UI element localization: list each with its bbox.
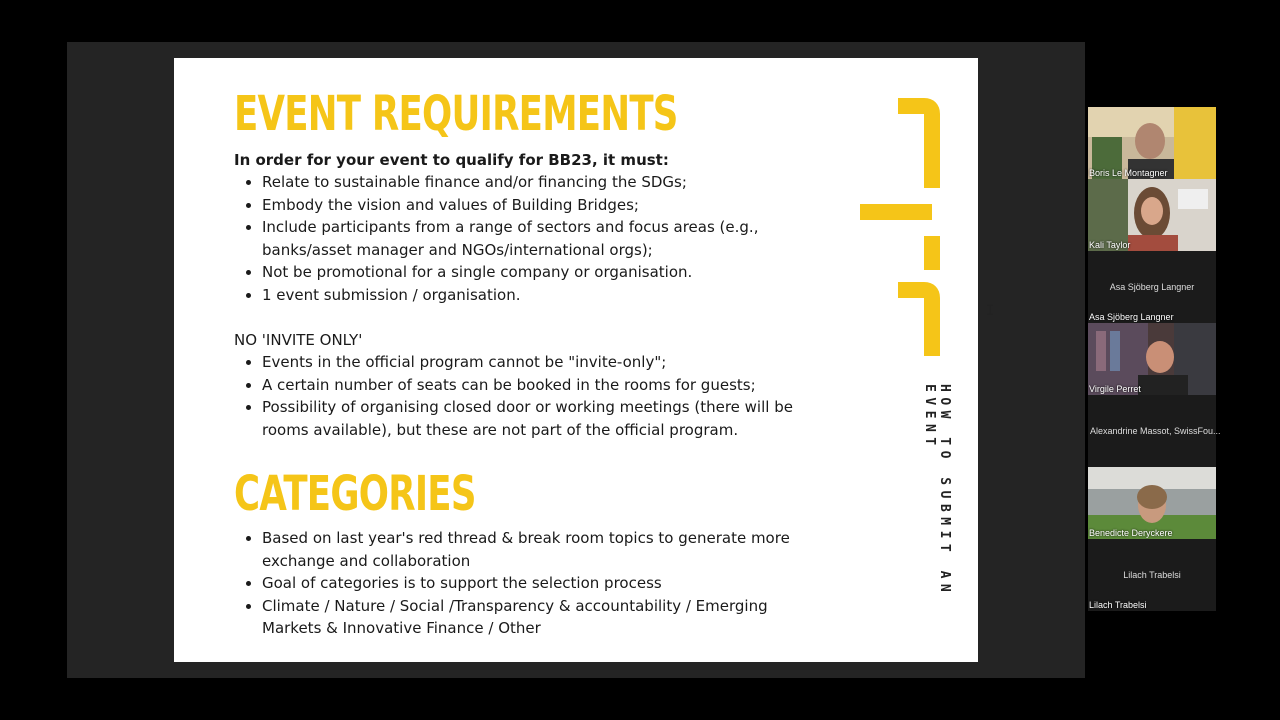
participant-name: Asa Sjöberg Langner: [1089, 312, 1174, 322]
requirements-intro: In order for your event to qualify for BB23, it must:: [234, 151, 669, 169]
side-label-how-to-submit: HOW TO SUBMIT AN EVENT: [922, 384, 952, 598]
categories-list: [234, 527, 794, 640]
participant-tile[interactable]: [1088, 323, 1216, 395]
building-bridges-logo-icon: [854, 100, 934, 360]
participant-tile[interactable]: [1088, 251, 1216, 323]
participants-gallery: [1088, 107, 1221, 611]
list-item: Embody the vision and values of Building Bridges;: [234, 194, 794, 217]
heading-categories: CATEGORIES: [234, 466, 476, 522]
participant-name: Lilach Trabelsi: [1089, 600, 1147, 610]
list-item: Not be promotional for a single company or organisation.: [234, 261, 794, 284]
participant-center-name: Alexandrine Massot, SwissFou...: [1090, 426, 1221, 436]
list-item: Goal of categories is to support the selection process: [234, 572, 794, 595]
list-item: Include participants from a range of sectors and focus areas (e.g., banks/asset manager and NGOs/international orgs);: [234, 216, 794, 261]
participant-name: Kali Taylor: [1089, 240, 1131, 250]
requirements-list: [234, 171, 794, 307]
participant-name: Benedicte Deryckere: [1089, 528, 1173, 538]
list-item: Possibility of organising closed door or working meetings (there will be rooms available), but these are not part of the official program.: [234, 396, 794, 441]
participant-name: Virgile Perret: [1089, 384, 1141, 394]
list-item: 1 event submission / organisation.: [234, 284, 794, 307]
text-cursor-icon: I: [986, 303, 995, 319]
list-item: A certain number of seats can be booked in the rooms for guests;: [234, 374, 794, 397]
participant-center-name: Asa Sjöberg Langner: [1109, 282, 1195, 292]
presentation-slide: [174, 58, 995, 662]
participant-tile[interactable]: [1088, 179, 1216, 251]
participant-center-name: Lilach Trabelsi: [1123, 570, 1181, 580]
list-item: Relate to sustainable finance and/or financing the SDGs;: [234, 171, 794, 194]
list-item: Climate / Nature / Social /Transparency & accountability / Emerging Markets & Innovative Finance / Other: [234, 595, 794, 640]
no-invite-heading: NO 'INVITE ONLY': [234, 331, 363, 349]
participant-tile[interactable]: [1088, 467, 1216, 539]
participant-tile[interactable]: [1088, 107, 1216, 179]
list-item: Based on last year's red thread & break room topics to generate more exchange and collaboration: [234, 527, 794, 572]
no-invite-list: [234, 351, 794, 441]
heading-event-requirements: EVENT REQUIREMENTS: [234, 86, 678, 142]
participant-tile[interactable]: [1088, 539, 1216, 611]
participant-name: Boris Le Montagner: [1089, 168, 1168, 178]
list-item: Events in the official program cannot be "invite-only";: [234, 351, 794, 374]
participant-tile[interactable]: [1088, 395, 1221, 467]
